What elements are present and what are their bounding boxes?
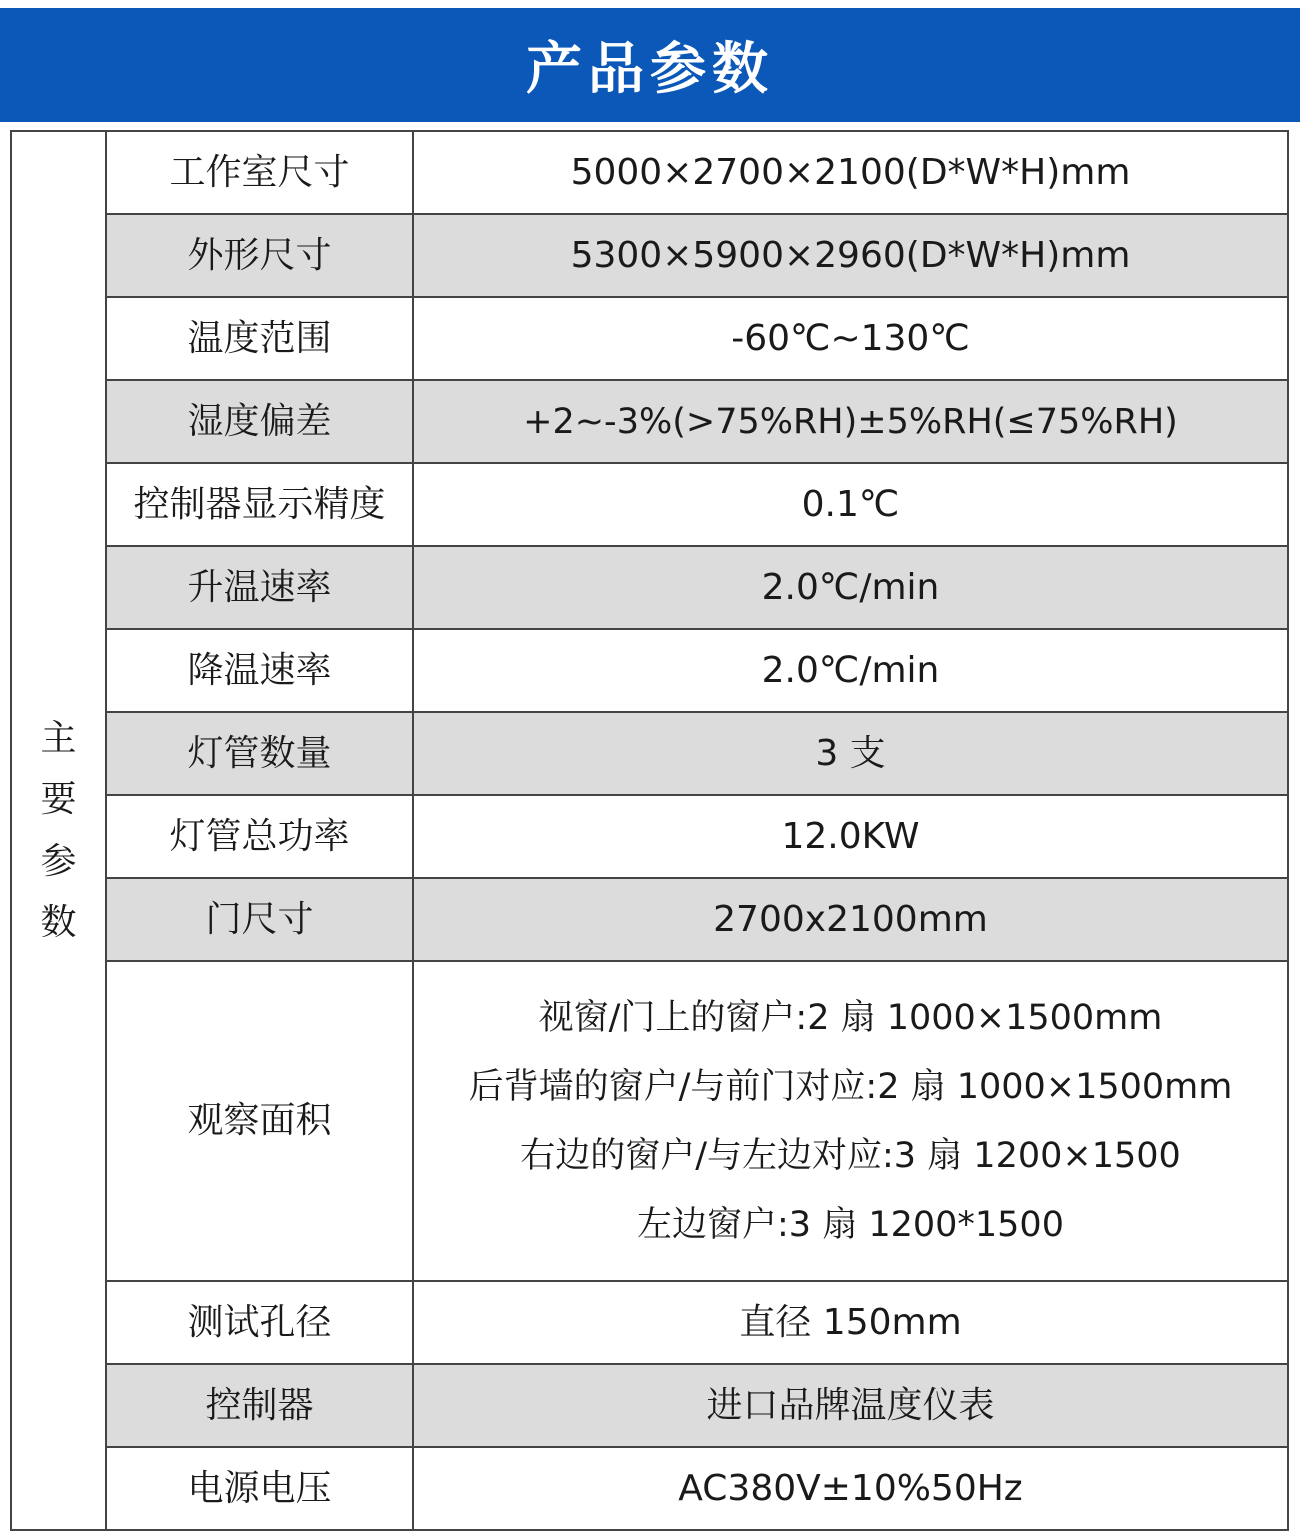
- table-row: [11, 712, 1288, 795]
- header-banner: [0, 8, 1300, 122]
- table-row: [11, 1281, 1288, 1364]
- row-value: -60℃~130℃: [413, 297, 1288, 380]
- row-label: 外形尺寸: [106, 214, 413, 297]
- row-value: 直径 150mm: [413, 1281, 1288, 1364]
- row-label: 降温速率: [106, 629, 413, 712]
- table-row: [11, 629, 1288, 712]
- viewing-window-line: 视窗/门上的窗户:2 扇 1000×1500mm: [538, 997, 1163, 1038]
- row-value: 进口品牌温度仪表: [413, 1364, 1288, 1447]
- viewing-window-line: 右边的窗户/与左边对应:3 扇 1200×1500: [520, 1135, 1181, 1176]
- viewing-window-line: 左边窗户:3 扇 1200*1500: [637, 1204, 1064, 1245]
- row-value: 5300×5900×2960(D*W*H)mm: [413, 214, 1288, 297]
- row-label: 湿度偏差: [106, 380, 413, 463]
- viewing-window-line: 后背墙的窗户/与前门对应:2 扇 1000×1500mm: [468, 1066, 1233, 1107]
- row-label: 电源电压: [106, 1447, 413, 1530]
- row-value: 2700x2100mm: [413, 878, 1288, 961]
- spec-table: [10, 130, 1289, 1531]
- table-row: [11, 961, 1288, 1281]
- row-label: 控制器: [106, 1364, 413, 1447]
- table-row: [11, 463, 1288, 546]
- table-row: [11, 297, 1288, 380]
- row-label: 控制器显示精度: [106, 463, 413, 546]
- row-label: 灯管数量: [106, 712, 413, 795]
- row-value: AC380V±10%50Hz: [413, 1447, 1288, 1530]
- group-label: 主 要 参 数: [40, 718, 77, 943]
- table-row: [11, 795, 1288, 878]
- row-value: 12.0KW: [413, 795, 1288, 878]
- table-row: [11, 878, 1288, 961]
- row-label: 测试孔径: [106, 1281, 413, 1364]
- table-row: [11, 380, 1288, 463]
- row-label: 升温速率: [106, 546, 413, 629]
- row-value-multiline: [413, 961, 1288, 1281]
- row-value: 2.0℃/min: [413, 546, 1288, 629]
- row-label: 工作室尺寸: [106, 131, 413, 214]
- table-row: [11, 1364, 1288, 1447]
- row-label: 观察面积: [106, 961, 413, 1281]
- row-label: 门尺寸: [106, 878, 413, 961]
- table-row: [11, 1447, 1288, 1530]
- page-title: 产品参数: [526, 37, 774, 102]
- row-value: 0.1℃: [413, 463, 1288, 546]
- row-label: 灯管总功率: [106, 795, 413, 878]
- table-row: [11, 214, 1288, 297]
- row-value: 3 支: [413, 712, 1288, 795]
- row-value: 5000×2700×2100(D*W*H)mm: [413, 131, 1288, 214]
- row-value: +2~-3%(>75%RH)±5%RH(≤75%RH): [413, 380, 1288, 463]
- row-label: 温度范围: [106, 297, 413, 380]
- table-row: [11, 131, 1288, 214]
- row-value: 2.0℃/min: [413, 629, 1288, 712]
- group-label-cell: [11, 131, 106, 1530]
- table-row: [11, 546, 1288, 629]
